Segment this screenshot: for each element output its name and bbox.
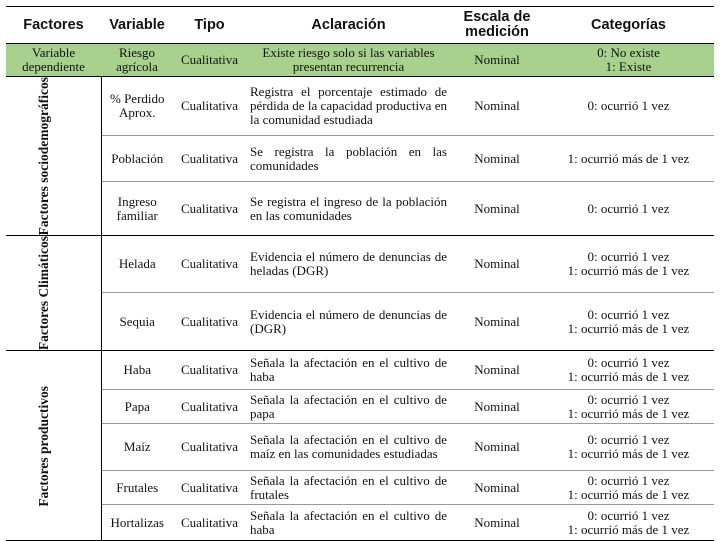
table-row	[6, 390, 714, 424]
aclaracion-cell: Señala la afectación en el cultivo de haba	[246, 505, 451, 541]
category-line: 0: ocurrió 1 vez	[587, 355, 670, 371]
category-line: 0: ocurrió 1 vez	[587, 391, 670, 407]
variable-cell: Población	[101, 136, 173, 182]
dependent-categorias	[543, 44, 714, 77]
category-line: 1: ocurrió más de 1 vez	[567, 446, 690, 462]
table-row	[6, 77, 714, 136]
escala-cell: Nominal	[451, 424, 543, 471]
tipo-cell: Cualitativa	[173, 236, 246, 293]
category-line: 1: ocurrió más de 1 vez	[567, 150, 690, 166]
table-row	[6, 293, 714, 351]
aclaracion-cell: Registra el porcentaje estimado de pérdida de la capacidad productiva en la comunidad estudiada	[246, 77, 451, 136]
aclaracion-cell: Señala la afectación en el cultivo de haba	[246, 351, 451, 390]
categorias-cell	[543, 424, 714, 471]
category-line: 1: ocurrió más de 1 vez	[567, 405, 690, 421]
table-row	[6, 505, 714, 541]
header-escala: Escala de medición	[451, 7, 543, 44]
category-line: 1: ocurrió más de 1 vez	[567, 369, 690, 385]
variable-cell: Papa	[101, 390, 173, 424]
header-factores: Factores	[6, 7, 101, 44]
table-row	[6, 471, 714, 505]
escala-cell: Nominal	[451, 505, 543, 541]
aclaracion-cell: Señala la afectación en el cultivo de papa	[246, 390, 451, 424]
variable-cell: Maíz	[101, 424, 173, 471]
categorias-cell	[543, 351, 714, 390]
variable-cell: Sequia	[101, 293, 173, 351]
category-line: 0: ocurrió 1 vez	[587, 507, 670, 523]
group-label-productivos: Factores productivos	[6, 351, 101, 541]
category-line: 0: ocurrió 1 vez	[587, 249, 670, 265]
category-line: 0: ocurrió 1 vez	[587, 432, 670, 448]
escala-cell: Nominal	[451, 351, 543, 390]
category-line: 1: ocurrió más de 1 vez	[567, 486, 690, 502]
category-line: 0: No existe	[597, 45, 660, 60]
header-tipo: Tipo	[173, 7, 246, 44]
variable-cell: Frutales	[101, 471, 173, 505]
tipo-cell: Cualitativa	[173, 424, 246, 471]
category-line: 1: ocurrió más de 1 vez	[567, 320, 690, 336]
category-line: 1: ocurrió más de 1 vez	[567, 263, 690, 279]
dependent-variable-row	[6, 44, 714, 77]
escala-cell: Nominal	[451, 471, 543, 505]
category-line: 1: Existe	[605, 59, 652, 74]
escala-cell: Nominal	[451, 136, 543, 182]
aclaracion-cell: Se registra la población en las comunidades	[246, 136, 451, 182]
category-line: 0: ocurrió 1 vez	[587, 472, 670, 488]
variable-cell: % Perdido Aprox.	[101, 77, 173, 136]
tipo-cell: Cualitativa	[173, 390, 246, 424]
aclaracion-cell: Evidencia el número de denuncias de heladas (DGR)	[246, 236, 451, 293]
category-line: 0: ocurrió 1 vez	[587, 306, 670, 322]
group-label-sociodemograficos: Factores sociodemográficos	[6, 77, 101, 236]
categorias-cell	[543, 77, 714, 136]
table-row	[6, 351, 714, 390]
aclaracion-cell: Señala la afectación en el cultivo de frutales	[246, 471, 451, 505]
escala-cell: Nominal	[451, 182, 543, 236]
categorias-cell	[543, 293, 714, 351]
header-variable: Variable	[101, 7, 173, 44]
escala-cell: Nominal	[451, 390, 543, 424]
categorias-cell	[543, 390, 714, 424]
header-aclaracion: Aclaración	[246, 7, 451, 44]
table-row	[6, 424, 714, 471]
categorias-cell	[543, 236, 714, 293]
tipo-cell: Cualitativa	[173, 182, 246, 236]
header-row	[6, 7, 714, 44]
categorias-cell	[543, 505, 714, 541]
escala-cell: Nominal	[451, 77, 543, 136]
categorias-cell	[543, 471, 714, 505]
tipo-cell: Cualitativa	[173, 505, 246, 541]
variable-cell: Helada	[101, 236, 173, 293]
variable-cell: Hortalizas	[101, 505, 173, 541]
categorias-cell	[543, 182, 714, 236]
category-line: 1: ocurrió más de 1 vez	[567, 521, 690, 537]
escala-cell: Nominal	[451, 236, 543, 293]
header-categorias: Categorías	[543, 7, 714, 44]
group-label-climaticos: Factores Climáticos	[6, 236, 101, 351]
tipo-cell: Cualitativa	[173, 136, 246, 182]
dependent-factor: Variable dependiente	[6, 44, 101, 77]
aclaracion-cell: Evidencia el número de denuncias de (DGR)	[246, 293, 451, 351]
dependent-tipo: Cualitativa	[173, 44, 246, 77]
dependent-escala: Nominal	[451, 44, 543, 77]
table-row	[6, 236, 714, 293]
variables-table	[6, 6, 714, 541]
tipo-cell: Cualitativa	[173, 293, 246, 351]
category-line: 0: ocurrió 1 vez	[587, 200, 670, 216]
table-row	[6, 182, 714, 236]
variable-cell: Haba	[101, 351, 173, 390]
variable-cell: Ingreso familiar	[101, 182, 173, 236]
escala-cell: Nominal	[451, 293, 543, 351]
dependent-variable: Riesgo agrícola	[101, 44, 173, 77]
tipo-cell: Cualitativa	[173, 351, 246, 390]
dependent-aclaracion: Existe riesgo solo si las variables presentan recurrencia	[246, 44, 451, 77]
table-row	[6, 136, 714, 182]
aclaracion-cell: Señala la afectación en el cultivo de maíz en las comunidades estudiadas	[246, 424, 451, 471]
aclaracion-cell: Se registra el ingreso de la población en las comunidades	[246, 182, 451, 236]
tipo-cell: Cualitativa	[173, 77, 246, 136]
categorias-cell	[543, 136, 714, 182]
tipo-cell: Cualitativa	[173, 471, 246, 505]
category-line: 0: ocurrió 1 vez	[587, 98, 670, 114]
